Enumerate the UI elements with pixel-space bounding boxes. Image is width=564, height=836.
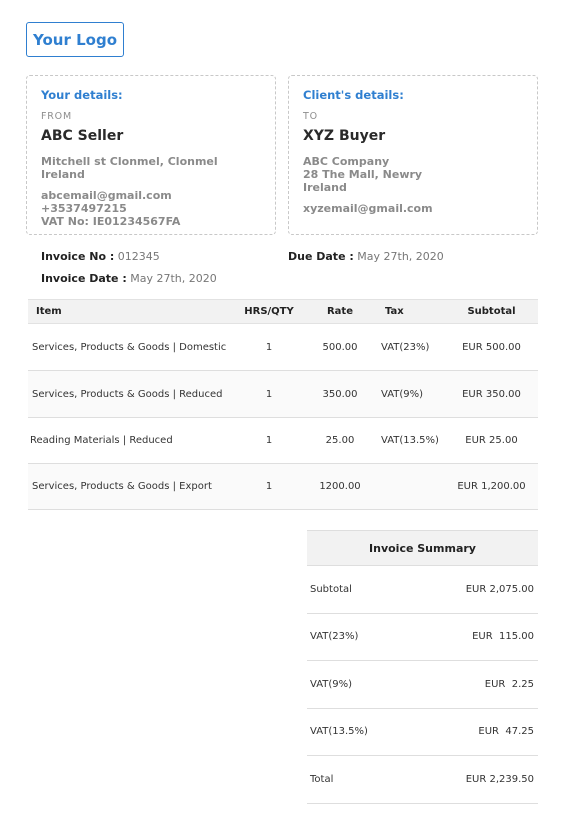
seller-heading: Your details: — [41, 88, 123, 102]
item-rate: 500.00 — [322, 341, 358, 353]
client-address-line: Ireland — [303, 181, 347, 194]
item-quantity: 1 — [265, 388, 273, 400]
summary-label: Total — [310, 773, 334, 785]
summary-label: VAT(9%) — [310, 678, 353, 690]
column-header-tax: Tax — [385, 306, 404, 317]
item-description: Services, Products & Goods | Export — [32, 481, 212, 492]
item-quantity: 1 — [265, 435, 273, 446]
item-subtotal: EUR 350.00 — [462, 388, 521, 400]
item-subtotal: EUR 500.00 — [462, 341, 521, 353]
item-quantity: 1 — [265, 341, 273, 353]
due-date-value: May 27th, 2020 — [357, 250, 444, 263]
table-row — [28, 371, 538, 418]
client-details-card — [288, 75, 538, 235]
seller-from-label: FROM — [41, 111, 72, 122]
column-header-subtotal: Subtotal — [467, 306, 516, 317]
due-date-label: Due Date : — [288, 250, 354, 263]
summary-row-vat-9 — [307, 661, 538, 709]
client-contact — [303, 202, 523, 215]
seller-email: abcemail@gmail.com — [41, 189, 172, 202]
client-email: xyzemail@gmail.com — [303, 202, 433, 215]
summary-row-subtotal — [307, 566, 538, 614]
seller-name: ABC Seller — [41, 128, 124, 144]
due-date — [288, 250, 444, 263]
logo: Your Logo — [26, 22, 124, 57]
summary-value: EUR 47.25 — [478, 726, 534, 738]
item-subtotal: EUR 1,200.00 — [457, 481, 526, 492]
seller-phone: +3537497215 — [41, 202, 127, 215]
item-rate: 1200.00 — [319, 481, 361, 492]
column-header-item: Item — [36, 306, 62, 317]
item-tax — [375, 464, 445, 510]
client-address-line: ABC Company — [303, 155, 390, 168]
column-header-rate: Rate — [326, 306, 353, 317]
item-description: Services, Products & Goods | Reduced — [32, 388, 223, 400]
item-description: Reading Materials | Reduced — [30, 435, 173, 446]
item-description: Services, Products & Goods | Domestic — [32, 341, 227, 353]
invoice-number-value: 012345 — [117, 250, 160, 263]
client-address-line: 28 The Mall, Newry — [303, 168, 423, 181]
item-tax: VAT(23%) — [381, 341, 430, 353]
summary-value: EUR 2.25 — [484, 678, 534, 690]
summary-value: EUR 2,239.50 — [465, 773, 534, 785]
item-rate: 350.00 — [322, 388, 358, 400]
item-subtotal: EUR 25.00 — [465, 435, 518, 446]
items-table-header — [28, 300, 538, 324]
item-quantity: 1 — [265, 481, 273, 492]
summary-value: EUR 115.00 — [472, 631, 534, 643]
summary-label: Subtotal — [310, 583, 352, 595]
table-row — [28, 324, 538, 371]
summary-row-vat-13-5 — [307, 709, 538, 757]
item-tax: VAT(13.5%) — [381, 435, 439, 446]
table-row — [28, 418, 538, 464]
summary-value: EUR 2,075.00 — [465, 583, 534, 595]
client-address — [303, 155, 523, 194]
table-row — [28, 464, 538, 510]
summary-label: VAT(13.5%) — [310, 726, 368, 738]
seller-address — [41, 155, 261, 181]
item-rate: 25.00 — [325, 435, 355, 446]
summary-row-total — [307, 756, 538, 804]
summary-row-vat-23 — [307, 614, 538, 662]
item-tax: VAT(9%) — [381, 388, 424, 400]
invoice-date-value: May 27th, 2020 — [130, 272, 217, 285]
seller-contact — [41, 189, 261, 228]
seller-address-line: Mitchell st Clonmel, Clonmel — [41, 155, 218, 168]
column-header-qty: HRS/QTY — [244, 306, 294, 317]
invoice-number — [41, 250, 160, 263]
seller-details-card — [26, 75, 276, 235]
client-to-label: TO — [303, 111, 318, 122]
summary-label: VAT(23%) — [310, 631, 359, 643]
seller-address-line: Ireland — [41, 168, 85, 181]
invoice-summary — [307, 530, 538, 804]
invoice-summary-title: Invoice Summary — [307, 530, 538, 566]
invoice-number-label: Invoice No : — [41, 250, 115, 263]
invoice-date — [41, 272, 217, 285]
invoice-date-label: Invoice Date : — [41, 272, 127, 285]
client-heading: Client's details: — [303, 88, 404, 102]
items-table — [28, 299, 538, 510]
seller-vat-number: VAT No: IE01234567FA — [41, 215, 181, 228]
client-name: XYZ Buyer — [303, 128, 386, 144]
